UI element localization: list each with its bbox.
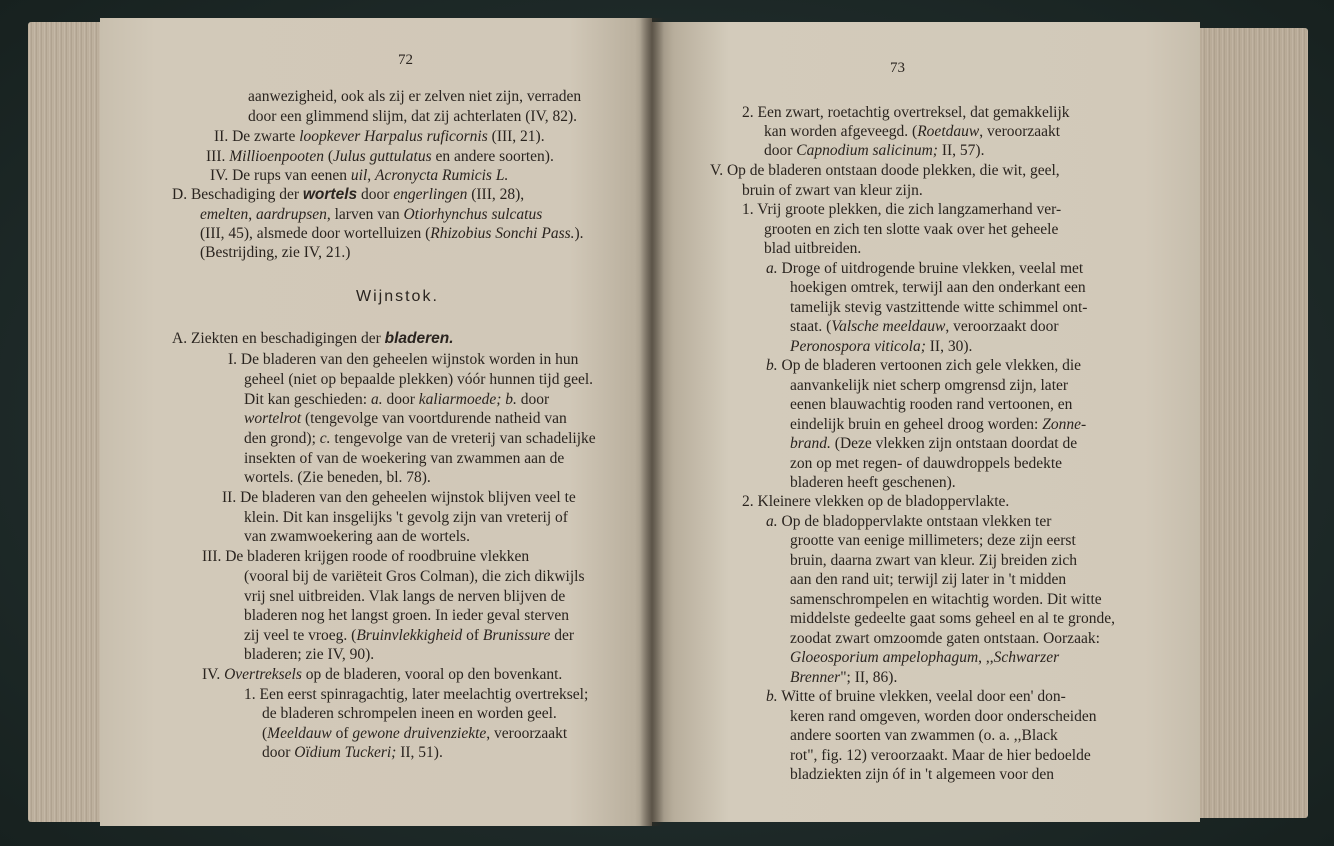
right-text-line: aanvankelijk niet scherp omgrensd zijn, later <box>790 377 1069 394</box>
left-text-line: A. Ziekten en beschadigingen der bladeren. <box>172 330 454 347</box>
book-gutter <box>640 18 664 826</box>
left-text-line: bladeren nog het langst groen. In ieder geval sterven <box>244 607 569 624</box>
right-text-line: Peronospora viticola; II, 30). <box>790 338 973 355</box>
right-text-line: 1. Vrij groote plekken, die zich langzamerhand ver- <box>742 201 1062 218</box>
right-text-line: b. Witte of bruine vlekken, veelal door een' don- <box>766 688 1066 705</box>
right-text-line: brand. (Deze vlekken zijn ontstaan doordat de <box>790 435 1078 452</box>
right-text-line: middelste gedeelte gaat soms geheel en al te gronde, <box>790 610 1115 627</box>
right-text-line: 2. Kleinere vlekken op de bladoppervlakte. <box>742 493 1010 510</box>
right-text-line: Brenner"; II, 86). <box>790 669 898 686</box>
left-text-line: zij veel te vroeg. (Bruinvlekkigheid of Brunissure der <box>244 627 575 644</box>
left-text-line: vrij snel uitbreiden. Vlak langs de nerven blijven de <box>244 588 566 605</box>
right-text-line: bruin, daarna zwart van kleur. Zij breiden zich <box>790 552 1078 569</box>
right-text-line: blad uitbreiden. <box>764 240 862 257</box>
right-text-line: bladziekten zijn óf in 't algemeen voor den <box>790 766 1055 783</box>
right-text-line: staat. (Valsche meeldauw, veroorzaakt door <box>790 318 1059 335</box>
left-text-line: klein. Dit kan insgelijks 't gevolg zijn van vreterij of <box>244 509 568 526</box>
left-text-line: door een glimmend slijm, dat zij achterlaten (IV, 82). <box>248 108 577 125</box>
right-page-number: 73 <box>890 60 905 76</box>
right-text-line: a. Op de bladoppervlakte ontstaan vlekken ter <box>766 513 1052 530</box>
right-text-line: keren rand omgeven, worden door onderscheiden <box>790 708 1097 725</box>
left-text-line: II. De zwarte loopkever Harpalus ruficornis (III, 21). <box>214 128 545 145</box>
left-text-line: (Bestrijding, zie IV, 21.) <box>200 244 351 261</box>
right-text-line: grooten en zich ten slotte vaak over het geheele <box>764 221 1059 238</box>
left-page-number: 72 <box>398 52 413 68</box>
left-text-line: aanwezigheid, ook als zij er zelven niet zijn, verraden <box>248 88 582 105</box>
left-text-line: de bladeren schrompelen ineen en worden geel. <box>262 705 557 722</box>
left-text-line: emelten, aardrupsen, larven van Otiorhynchus sulcatus <box>200 206 543 223</box>
right-text-line: rot", fig. 12) veroorzaakt. Maar de hier bedoelde <box>790 747 1091 764</box>
left-text-line: geheel (niet op bepaalde plekken) vóór hunnen tijd geel. <box>244 371 594 388</box>
left-text-line: IV. Overtreksels op de bladeren, vooral op den bovenkant. <box>202 666 563 683</box>
left-text-line: II. De bladeren van den geheelen wijnstok blijven veel te <box>222 489 576 506</box>
left-text-line: III. De bladeren krijgen roode of roodbruine vlekken <box>202 548 530 565</box>
left-text-line: D. Beschadiging der wortels door engerlingen (III, 28), <box>172 186 525 203</box>
left-text-line: door Oïdium Tuckeri; II, 51). <box>262 744 443 761</box>
left-text-line: bladeren; zie IV, 90). <box>244 646 375 663</box>
right-text-line: andere soorten van zwammen (o. a. ,,Black <box>790 727 1058 744</box>
right-text-line: V. Op de bladeren ontstaan doode plekken, die wit, geel, <box>710 162 1060 179</box>
right-text-line: 2. Een zwart, roetachtig overtreksel, dat gemakkelijk <box>742 104 1070 121</box>
right-text-line: grootte van eenige millimeters; deze zijn eerst <box>790 532 1076 549</box>
right-text-line: bladeren heeft geschenen). <box>790 474 956 491</box>
right-text-line: b. Op de bladeren vertoonen zich gele vlekken, die <box>766 357 1082 374</box>
left-text-line: (III, 45), alsmede door wortelluizen (Rhizobius Sonchi Pass.). <box>200 225 584 242</box>
right-text-line: a. Droge of uitdrogende bruine vlekken, veelal met <box>766 260 1084 277</box>
left-text-line: insekten of van de woekering van zwammen aan de <box>244 450 565 467</box>
left-text-line: 1. Een eerst spinragachtig, later meelachtig overtreksel; <box>244 686 589 703</box>
right-text-line: eenen blauwachtig rooden rand vertoonen, en <box>790 396 1073 413</box>
right-text-line: bruin of zwart van kleur zijn. <box>742 182 923 199</box>
left-text-line: (Meeldauw of gewone druivenziekte, veroorzaakt <box>262 725 568 742</box>
left-text-line: III. Millioenpooten (Julus guttulatus en andere soorten). <box>206 148 554 165</box>
left-text-line: wortelrot (tengevolge van voortdurende natheid van <box>244 410 567 427</box>
right-text-line: tamelijk stevig vastzittende witte schimmel ont- <box>790 299 1088 316</box>
right-text-line: samenschrompelen en witachtig worden. Dit witte <box>790 591 1102 608</box>
left-text-line: IV. De rups van eenen uil, Acronycta Rumicis L. <box>210 167 509 184</box>
right-text-line: zon op met regen- of dauwdroppels bedekte <box>790 455 1063 472</box>
right-text-line: aan den rand uit; terwijl zij later in 't midden <box>790 571 1067 588</box>
left-text-line: van zwamwoekering aan de wortels. <box>244 528 470 545</box>
left-text-line: I. De bladeren van den geheelen wijnstok worden in hun <box>228 351 579 368</box>
right-text-line: Gloeosporium ampelophagum, ,,Schwarzer <box>790 649 1060 666</box>
left-text-line: Dit kan geschieden: a. door kaliarmoede; b. door <box>244 391 550 408</box>
page-edges-left <box>28 22 108 822</box>
right-text-line: zoodat zwart omzoomde gaten ontstaan. Oorzaak: <box>790 630 1100 647</box>
right-text-line: door Capnodium salicinum; II, 57). <box>764 142 985 159</box>
right-text-line: hoekigen omtrek, terwijl aan den onderkant een <box>790 279 1086 296</box>
section-heading: Wijnstok. <box>356 288 439 305</box>
page-edges-right <box>1196 28 1308 818</box>
left-text-line: wortels. (Zie beneden, bl. 78). <box>244 469 431 486</box>
left-text-line: (vooral bij de variëteit Gros Colman), die zich dikwijls <box>244 568 585 585</box>
left-text-line: den grond); c. tengevolge van de vreterij van schadelijke <box>244 430 596 447</box>
right-text-line: eindelijk bruin en geheel droog worden: Zonne- <box>790 416 1087 433</box>
right-text-line: kan worden afgeveegd. (Roetdauw, veroorzaakt <box>764 123 1061 140</box>
